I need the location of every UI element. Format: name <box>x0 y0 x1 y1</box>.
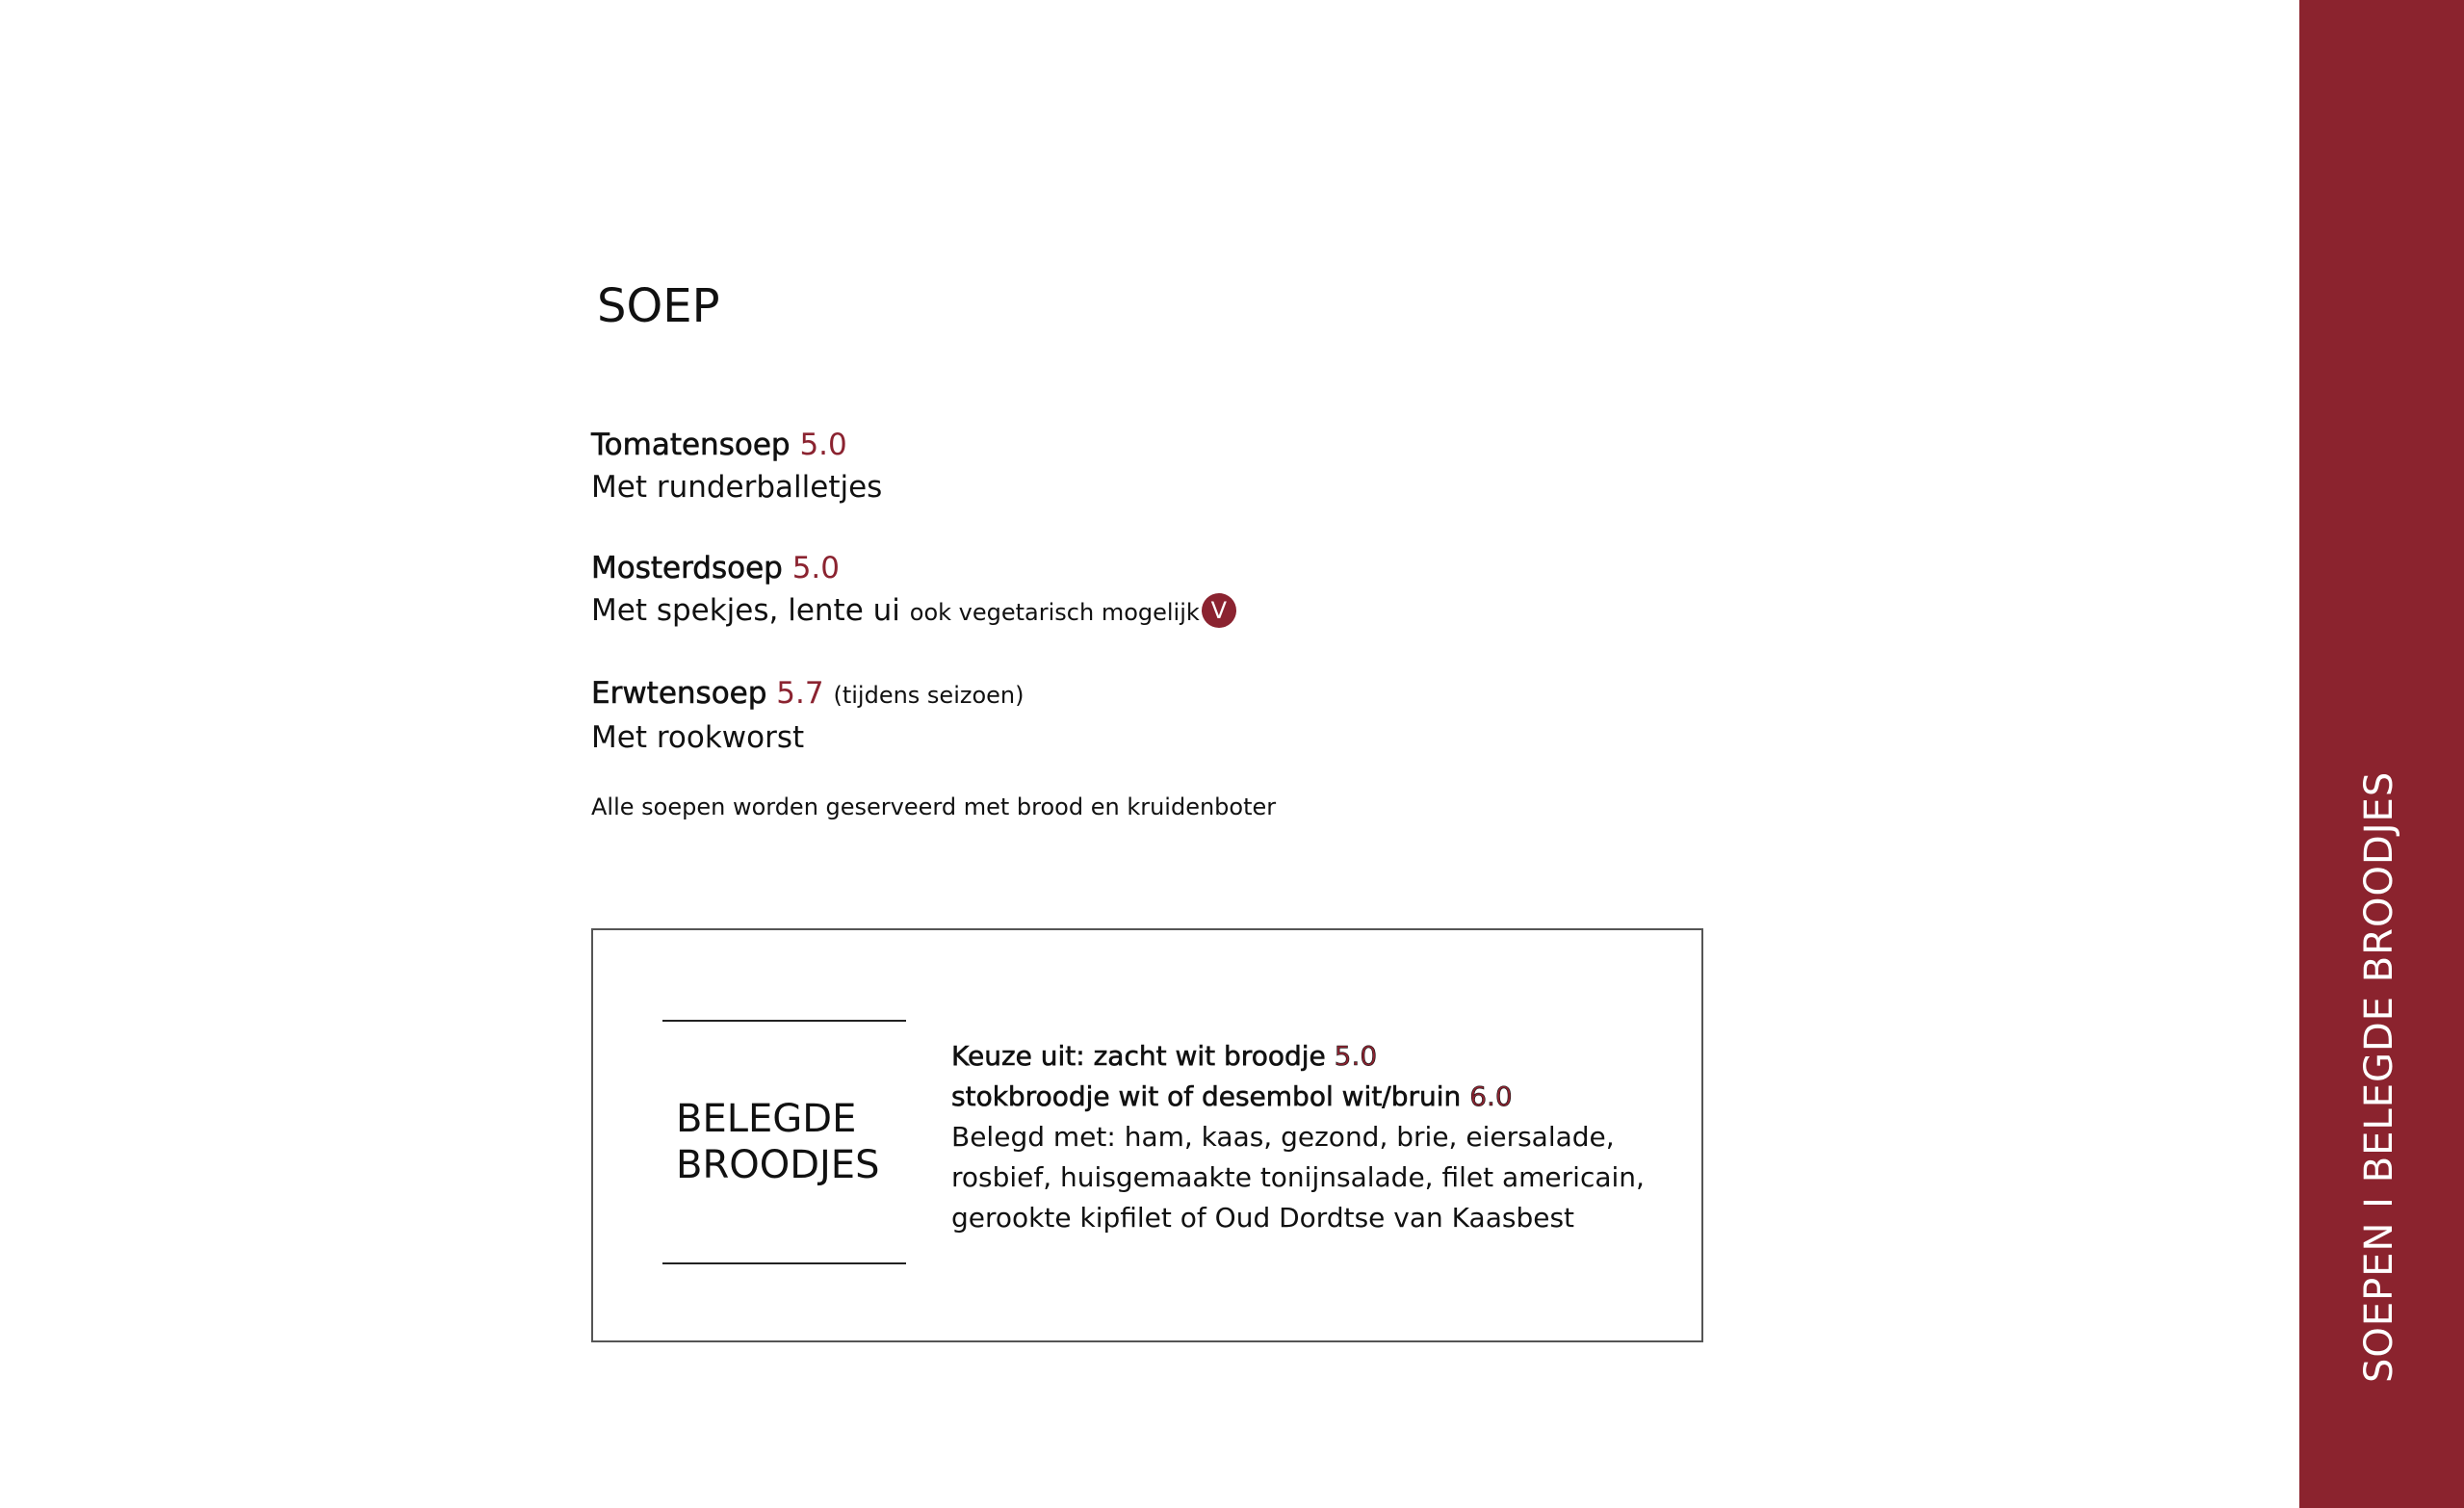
soup-description: Met rookworst <box>591 720 805 755</box>
choice-price: 5.0 <box>1334 1040 1378 1072</box>
soup-price: 5.0 <box>791 551 841 585</box>
sidebar <box>2299 0 2464 1508</box>
soup-item-tomatensoep <box>591 424 1747 508</box>
soup-name-line <box>591 547 1747 589</box>
broodjes-choice-2 <box>951 1077 1683 1117</box>
broodjes-content <box>951 1036 1683 1238</box>
soup-description-line <box>591 589 1747 634</box>
broodjes-title-line1: BELEGDE <box>676 1097 857 1141</box>
soup-name: Erwtensoep <box>591 676 767 711</box>
choice-price: 6.0 <box>1469 1080 1513 1112</box>
soup-price: 5.7 <box>776 676 824 711</box>
soup-item-erwtensoep <box>591 672 1747 759</box>
broodjes-fillings-line: Belegd met: ham, kaas, gezond, brie, eiersalade, <box>951 1121 1615 1153</box>
broodjes-title-line2: BROODJES <box>676 1143 880 1187</box>
soup-item-mosterdsoep <box>591 547 1747 634</box>
soup-name: Mosterdsoep <box>591 551 783 585</box>
soup-description: Met runderballetjes <box>591 470 883 505</box>
choice-text: Keuze uit: zacht wit broodje <box>951 1040 1326 1072</box>
belegde-broodjes-box <box>591 928 1703 1342</box>
soup-name-line <box>591 424 1747 466</box>
soup-name-line <box>591 672 1747 716</box>
soup-description: Met spekjes, lente ui <box>591 593 900 628</box>
choice-text: stokbroodje wit of desembol wit/bruin <box>951 1080 1462 1112</box>
season-note: (tijdens seizoen) <box>833 682 1025 709</box>
broodjes-fillings-line: rosbief, huisgemaakte tonijnsalade, filet americain, <box>951 1161 1645 1193</box>
soup-footnote: Alle soepen worden geserveerd met brood en kruidenboter <box>591 793 1277 820</box>
divider-bottom <box>662 1262 906 1264</box>
sidebar-label: SOEPEN I BELEGDE BROODJES <box>2357 770 2401 1383</box>
vegetarian-badge-icon: V <box>1202 593 1236 628</box>
vegetarian-note: ook vegetarisch mogelijk <box>909 599 1200 626</box>
divider-top <box>662 1020 906 1022</box>
soup-name: Tomatensoep <box>591 428 791 462</box>
section-title-soep: SOEP <box>597 279 720 333</box>
broodjes-fillings-line: gerookte kipfilet of Oud Dordtse van Kaasbest <box>951 1202 1575 1234</box>
broodjes-title <box>676 1096 879 1188</box>
soup-price: 5.0 <box>799 428 847 462</box>
soup-list <box>591 424 1747 797</box>
broodjes-choice-1 <box>951 1036 1683 1077</box>
